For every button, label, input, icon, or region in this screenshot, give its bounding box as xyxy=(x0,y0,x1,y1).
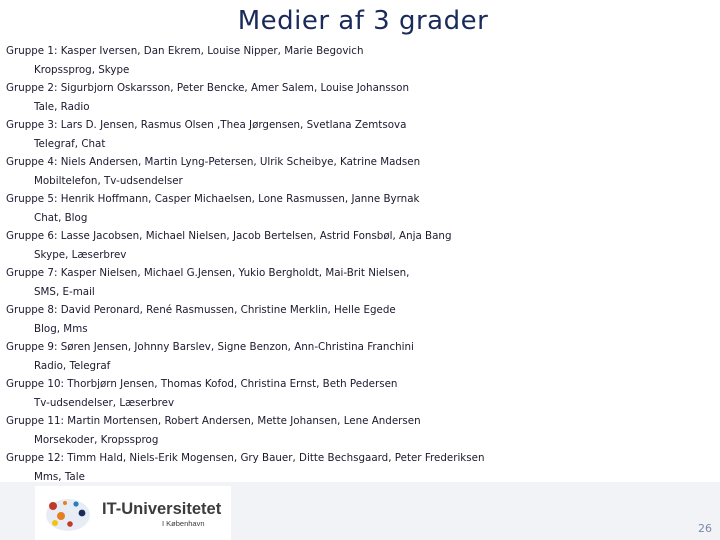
group-media: Mobiltelefon, Tv-udsendelser xyxy=(34,174,183,187)
page-number: 26 xyxy=(698,522,712,535)
group-item xyxy=(6,264,706,301)
group-media: Radio, Telegraf xyxy=(34,359,111,372)
group-item xyxy=(6,449,706,486)
group-members: Gruppe 11: Martin Mortensen, Robert Andersen, Mette Johansen, Lene Andersen xyxy=(6,415,421,427)
group-members: Gruppe 1: Kasper Iversen, Dan Ekrem, Louise Nipper, Marie Begovich xyxy=(6,45,364,57)
itu-logo xyxy=(35,486,231,540)
slide-title: Medier af 3 grader xyxy=(237,6,489,36)
group-members: Gruppe 9: Søren Jensen, Johnny Barslev, Signe Benzon, Ann-Christina Franchini xyxy=(6,341,414,353)
group-members: Gruppe 8: David Peronard, René Rasmussen, Christine Merklin, Helle Egede xyxy=(6,304,396,316)
group-members: Gruppe 5: Henrik Hoffmann, Casper Michaelsen, Lone Rasmussen, Janne Byrnak xyxy=(6,193,420,205)
group-members: Gruppe 3: Lars D. Jensen, Rasmus Olsen ,Thea Jørgensen, Svetlana Zemtsova xyxy=(6,119,407,131)
group-item xyxy=(6,412,706,449)
group-members: Gruppe 4: Niels Andersen, Martin Lyng-Petersen, Ulrik Scheibye, Katrine Madsen xyxy=(6,156,421,168)
group-members: Gruppe 2: Sigurbjorn Oskarsson, Peter Bencke, Amer Salem, Louise Johansson xyxy=(6,82,409,94)
itu-logo-icon xyxy=(43,494,93,534)
group-item xyxy=(6,116,706,153)
group-media: Blog, Mms xyxy=(34,322,88,335)
group-members: Gruppe 12: Timm Hald, Niels-Erik Mogensen, Gry Bauer, Ditte Bechsgaard, Peter Frederiksen xyxy=(6,452,485,464)
group-item xyxy=(6,190,706,227)
group-media: Mms, Tale xyxy=(34,470,85,483)
group-media: Skype, Læserbrev xyxy=(34,248,127,261)
group-item xyxy=(6,153,706,190)
group-list xyxy=(6,42,706,486)
group-members: Gruppe 7: Kasper Nielsen, Michael G.Jensen, Yukio Bergholdt, Mai-Brit Nielsen, xyxy=(6,267,410,279)
group-media: Telegraf, Chat xyxy=(34,137,106,150)
group-item xyxy=(6,301,706,338)
group-media: Morsekoder, Kropssprog xyxy=(34,433,159,446)
group-members: Gruppe 10: Thorbjørn Jensen, Thomas Kofod, Christina Ernst, Beth Pedersen xyxy=(6,378,398,390)
group-media: Tv-udsendelser, Læserbrev xyxy=(34,396,175,409)
group-media: SMS, E-mail xyxy=(34,285,95,298)
group-item xyxy=(6,42,706,79)
logo-subtitle: I København xyxy=(162,519,205,528)
group-item xyxy=(6,79,706,116)
logo-name: IT-Universitetet xyxy=(102,500,222,518)
group-item xyxy=(6,227,706,264)
group-item xyxy=(6,338,706,375)
group-item xyxy=(6,375,706,412)
group-media: Tale, Radio xyxy=(34,100,90,113)
group-media: Kropssprog, Skype xyxy=(34,63,130,76)
group-media: Chat, Blog xyxy=(34,211,88,224)
group-members: Gruppe 6: Lasse Jacobsen, Michael Nielsen, Jacob Bertelsen, Astrid Fonsbøl, Anja Bang xyxy=(6,230,452,242)
